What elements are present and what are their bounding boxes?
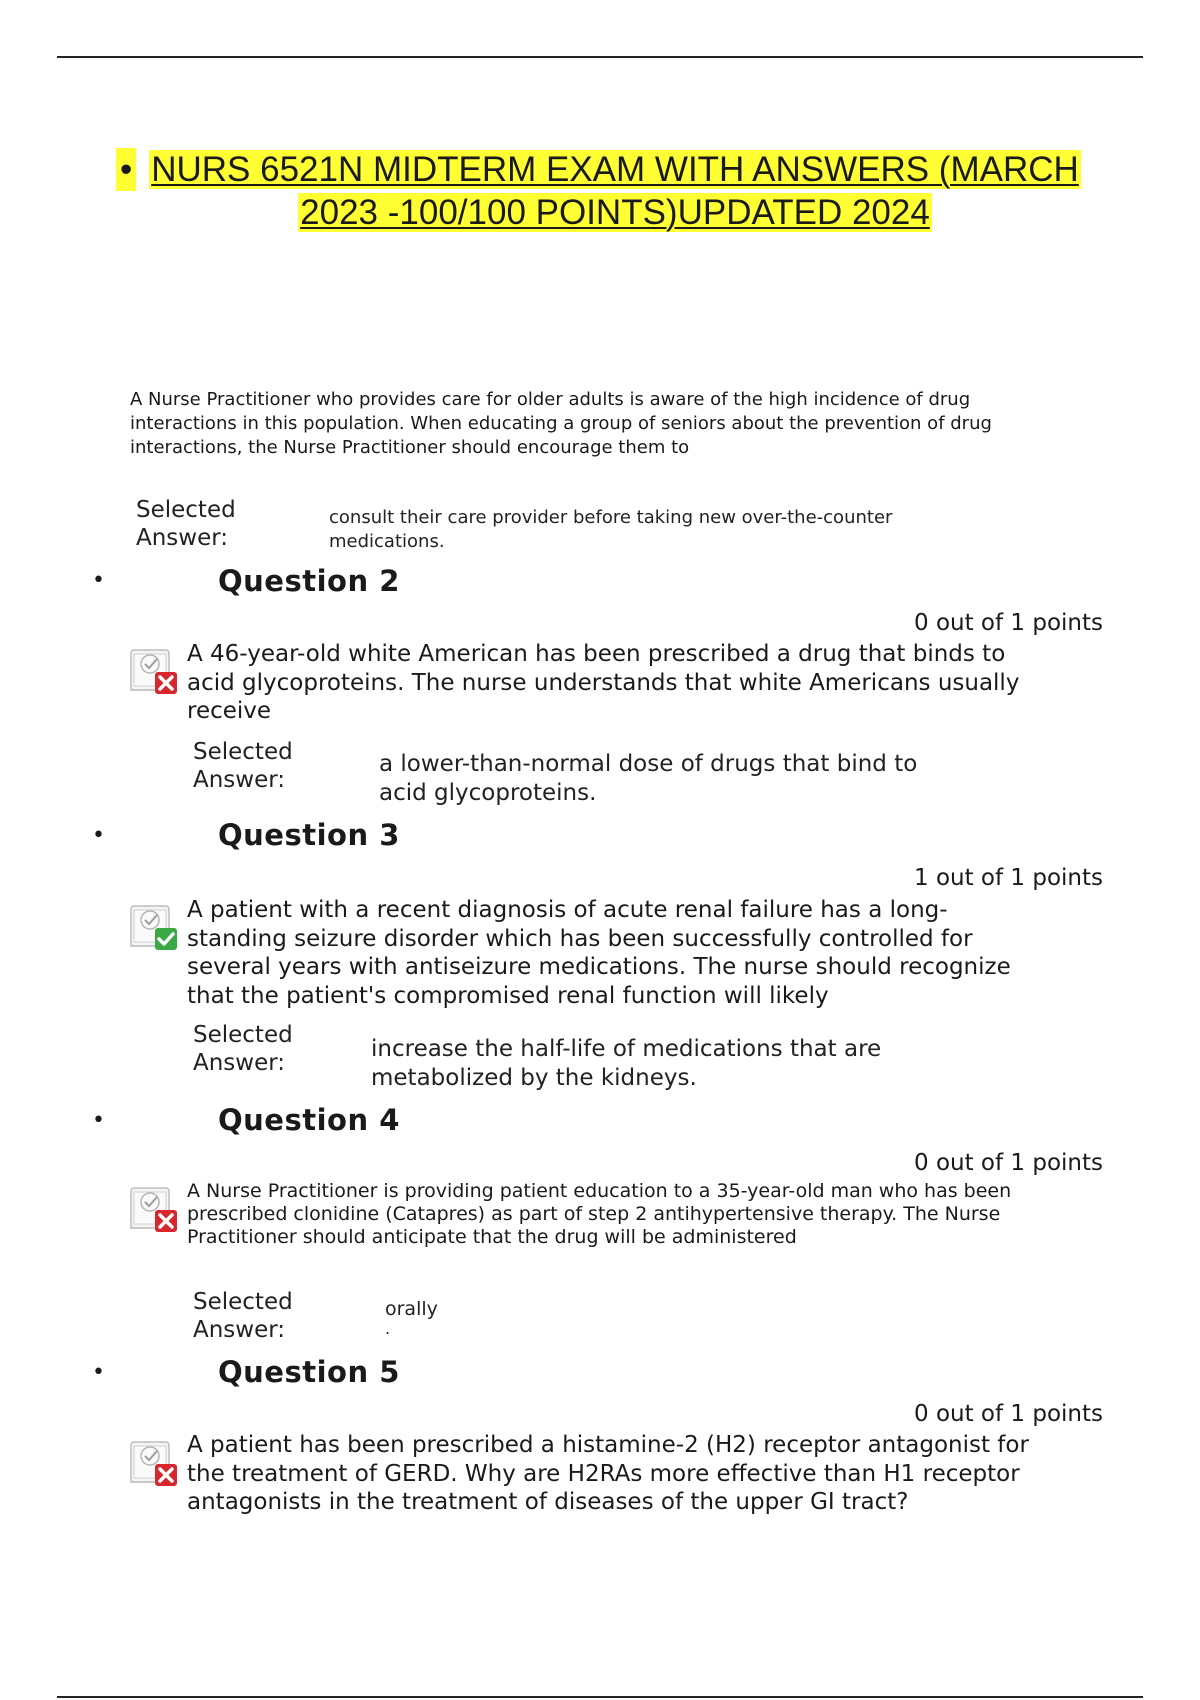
question-5-heading: Question 5: [218, 1355, 400, 1389]
document-title: [110, 148, 1120, 234]
graded-incorrect-icon: [128, 1436, 180, 1488]
question-3-heading: Question 3: [218, 818, 400, 852]
selected-answer-label: Selected Answer:: [193, 739, 293, 793]
list-bullet: •: [92, 568, 105, 593]
question-5-text: A patient has been prescribed a histamine-2 (H2) receptor antagonist for the treatment of GERD. Why are H2RAs more effective than H1 receptor antagonists in the treatment of diseases of the upper GI tract?: [187, 1432, 1029, 1515]
question-2-heading: Question 2: [218, 564, 400, 598]
question-2-points: 0 out of 1 points: [914, 610, 1103, 636]
selected-answer-label: Selected Answer:: [136, 497, 236, 551]
question-2-answer: a lower-than-normal dose of drugs that bind to acid glycoproteins.: [379, 751, 918, 806]
question-4-answer: orally: [385, 1298, 438, 1320]
title-link[interactable]: NURS 6521N MIDTERM EXAM WITH ANSWERS (MARCH 2023 -100/100 POINTS)UPDATED 2024: [151, 150, 1079, 232]
question-4-text: A Nurse Practitioner is providing patient education to a 35-year-old man who has been prescribed clonidine (Catapres) as part of step 2 antihypertensive therapy. The Nurse Practitioner should anticipate that the drug will be administered: [187, 1180, 1012, 1248]
question-3-text: A patient with a recent diagnosis of acute renal failure has a long-standing seizure disorder which has been successfully controlled for several years with antiseizure medications. The nurse should recognize that the patient's compromised renal function will likely: [187, 897, 1011, 1009]
question-4-heading: Question 4: [218, 1103, 400, 1137]
question-5-points: 0 out of 1 points: [914, 1401, 1103, 1427]
selected-answer-label: Selected Answer:: [193, 1022, 293, 1076]
question-3-points: 1 out of 1 points: [914, 865, 1103, 891]
question-2-text: A 46-year-old white American has been prescribed a drug that binds to acid glycoproteins. The nurse understands that white Americans usually receive: [187, 641, 1020, 724]
graded-incorrect-icon: [128, 1182, 180, 1234]
list-bullet: •: [92, 823, 105, 848]
selected-answer-label: Selected Answer:: [193, 1289, 293, 1343]
question-1-text: A Nurse Practitioner who provides care for older adults is aware of the high incidence of drug interactions in this population. When educating a group of seniors about the prevention of drug interactions, the Nurse Practitioner should encourage them to: [130, 389, 992, 458]
list-bullet: •: [92, 1360, 105, 1385]
title-bullet: •: [116, 148, 136, 191]
list-bullet: •: [92, 1108, 105, 1133]
top-rule: [57, 56, 1143, 58]
question-3-answer: increase the half-life of medications that are metabolized by the kidneys.: [371, 1036, 882, 1091]
graded-incorrect-icon: [128, 644, 180, 696]
question-1-answer: consult their care provider before taking new over-the-counter medications.: [329, 507, 893, 552]
graded-correct-icon: [128, 900, 180, 952]
question-4-answer-suffix: .: [385, 1319, 391, 1338]
bottom-rule: [57, 1696, 1143, 1698]
question-4-points: 0 out of 1 points: [914, 1150, 1103, 1176]
